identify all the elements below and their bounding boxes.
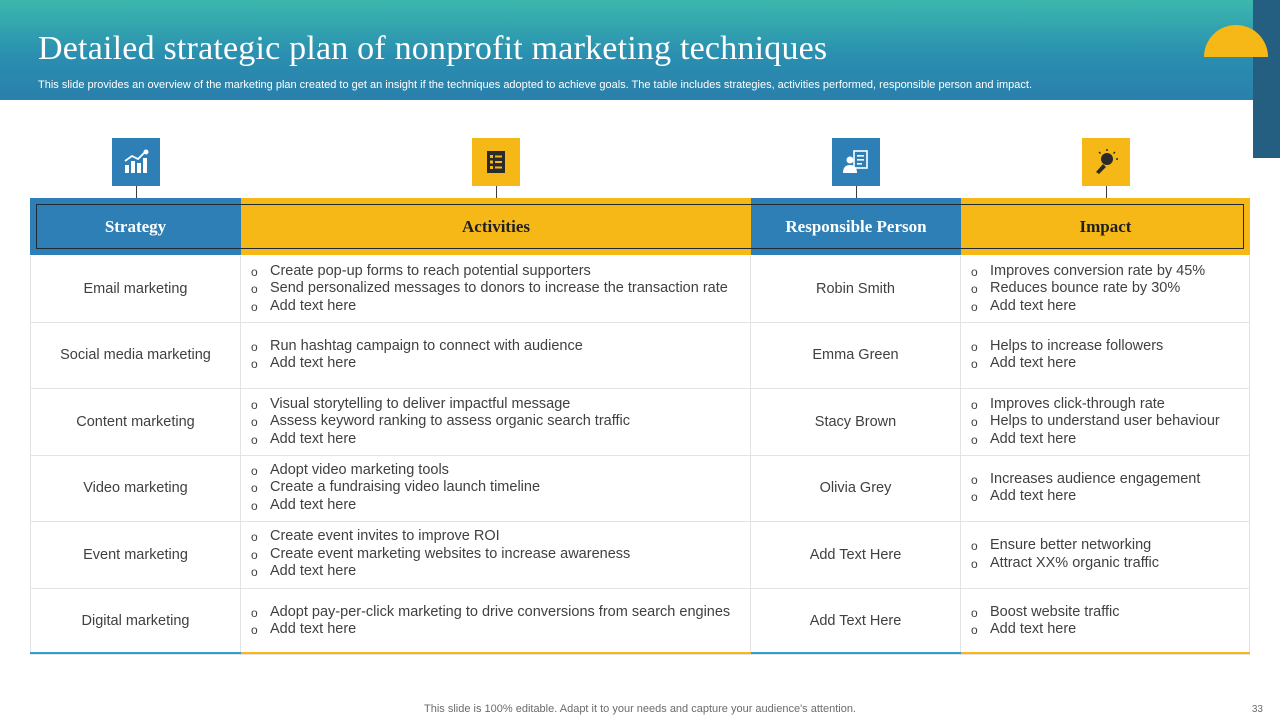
table-row xyxy=(30,522,1250,589)
activity-item: o Add text here xyxy=(251,298,728,316)
table-bottom-border xyxy=(30,652,241,654)
activities-list xyxy=(241,462,540,515)
activity-item: o Create a fundraising video launch timeline xyxy=(251,479,540,497)
table-bottom-border xyxy=(961,652,1250,654)
impact-item: o Ensure better networking xyxy=(971,537,1159,555)
activities-cell xyxy=(241,389,751,455)
table-row xyxy=(30,256,1250,323)
responsible-person-cell: Add Text Here xyxy=(751,522,961,588)
growth-chart-icon xyxy=(112,138,160,186)
impact-item: o Add text here xyxy=(971,488,1200,506)
page-number: 33 xyxy=(1251,704,1263,715)
impact-item: o Improves conversion rate by 45% xyxy=(971,263,1205,281)
impact-item: o Improves click-through rate xyxy=(971,396,1220,414)
activity-item: o Add text here xyxy=(251,497,540,515)
responsible-person-cell: Robin Smith xyxy=(751,256,961,322)
impact-cell xyxy=(961,588,1250,654)
activity-item: o Add text here xyxy=(251,431,630,449)
impact-cell xyxy=(961,455,1250,521)
person-clipboard-icon xyxy=(832,138,880,186)
activities-list xyxy=(241,604,730,639)
activities-cell xyxy=(241,588,751,654)
activity-item: o Assess keyword ranking to assess organic search traffic xyxy=(251,413,630,431)
impact-list xyxy=(961,604,1120,639)
activities-cell xyxy=(241,256,751,322)
activity-item: o Add text here xyxy=(251,563,630,581)
impact-cell xyxy=(961,389,1250,455)
activity-item: o Visual storytelling to deliver impactful message xyxy=(251,396,630,414)
impact-item: o Boost website traffic xyxy=(971,604,1120,622)
footer-note: This slide is 100% editable. Adapt it to your needs and capture your audience's attention. xyxy=(424,703,856,715)
activity-item: o Create pop-up forms to reach potential supporters xyxy=(251,263,728,281)
responsible-person-cell: Stacy Brown xyxy=(751,389,961,455)
strategy-cell: Digital marketing xyxy=(30,588,241,654)
activity-item: o Create event invites to improve ROI xyxy=(251,528,630,546)
responsible-person-cell: Emma Green xyxy=(751,322,961,388)
impact-item: o Add text here xyxy=(971,298,1205,316)
impact-item: o Add text here xyxy=(971,621,1120,639)
activities-list xyxy=(241,338,583,373)
impact-list xyxy=(961,263,1205,316)
activity-item: o Adopt pay-per-click marketing to drive conversions from search engines xyxy=(251,604,730,622)
impact-item: o Increases audience engagement xyxy=(971,471,1200,489)
activity-item: o Add text here xyxy=(251,621,730,639)
table-row xyxy=(30,322,1250,389)
activity-item: o Adopt video marketing tools xyxy=(251,462,540,480)
impact-cell xyxy=(961,522,1250,588)
responsible-person-cell: Olivia Grey xyxy=(751,455,961,521)
strategy-cell: Email marketing xyxy=(30,256,241,322)
table-row xyxy=(30,588,1250,655)
impact-list xyxy=(961,396,1220,449)
impact-item: o Attract XX% organic traffic xyxy=(971,555,1159,573)
table-row xyxy=(30,389,1250,456)
header-responsible-person: Responsible Person xyxy=(751,198,961,255)
idea-bulb-icon xyxy=(1082,138,1130,186)
strategy-cell: Video marketing xyxy=(30,455,241,521)
table-row xyxy=(30,455,1250,522)
checklist-icon xyxy=(472,138,520,186)
impact-item: o Helps to increase followers xyxy=(971,338,1163,356)
impact-list xyxy=(961,471,1200,506)
activity-item: o Create event marketing websites to increase awareness xyxy=(251,546,630,564)
activity-item: o Add text here xyxy=(251,355,583,373)
table-bottom-border xyxy=(241,652,751,654)
header-activities: Activities xyxy=(241,198,751,255)
strategy-cell: Content marketing xyxy=(30,389,241,455)
activities-cell xyxy=(241,322,751,388)
table-bottom-border xyxy=(751,652,961,654)
page-subtitle: This slide provides an overview of the marketing plan created to get an insight if the techniques adopted to achieve goals. The table includes strategies, activities performed, responsible person and impact. xyxy=(38,79,1033,91)
header-banner xyxy=(0,0,1280,100)
strategy-cell: Event marketing xyxy=(30,522,241,588)
impact-item: o Helps to understand user behaviour xyxy=(971,413,1220,431)
impact-cell xyxy=(961,322,1250,388)
activities-cell xyxy=(241,455,751,521)
impact-cell xyxy=(961,256,1250,322)
activities-cell xyxy=(241,522,751,588)
impact-list xyxy=(961,537,1159,572)
responsible-person-cell: Add Text Here xyxy=(751,588,961,654)
impact-item: o Add text here xyxy=(971,355,1163,373)
activities-list xyxy=(241,528,630,581)
impact-list xyxy=(961,338,1163,373)
decorative-side-bar xyxy=(1253,0,1280,158)
impact-item: o Add text here xyxy=(971,431,1220,449)
activity-item: o Run hashtag campaign to connect with audience xyxy=(251,338,583,356)
activities-list xyxy=(241,263,728,316)
strategy-cell: Social media marketing xyxy=(30,322,241,388)
activities-list xyxy=(241,396,630,449)
activity-item: o Send personalized messages to donors to increase the transaction rate xyxy=(251,280,728,298)
header-impact: Impact xyxy=(961,198,1250,255)
impact-item: o Reduces bounce rate by 30% xyxy=(971,280,1205,298)
page-title: Detailed strategic plan of nonprofit marketing techniques xyxy=(38,30,828,67)
header-strategy: Strategy xyxy=(30,198,241,255)
